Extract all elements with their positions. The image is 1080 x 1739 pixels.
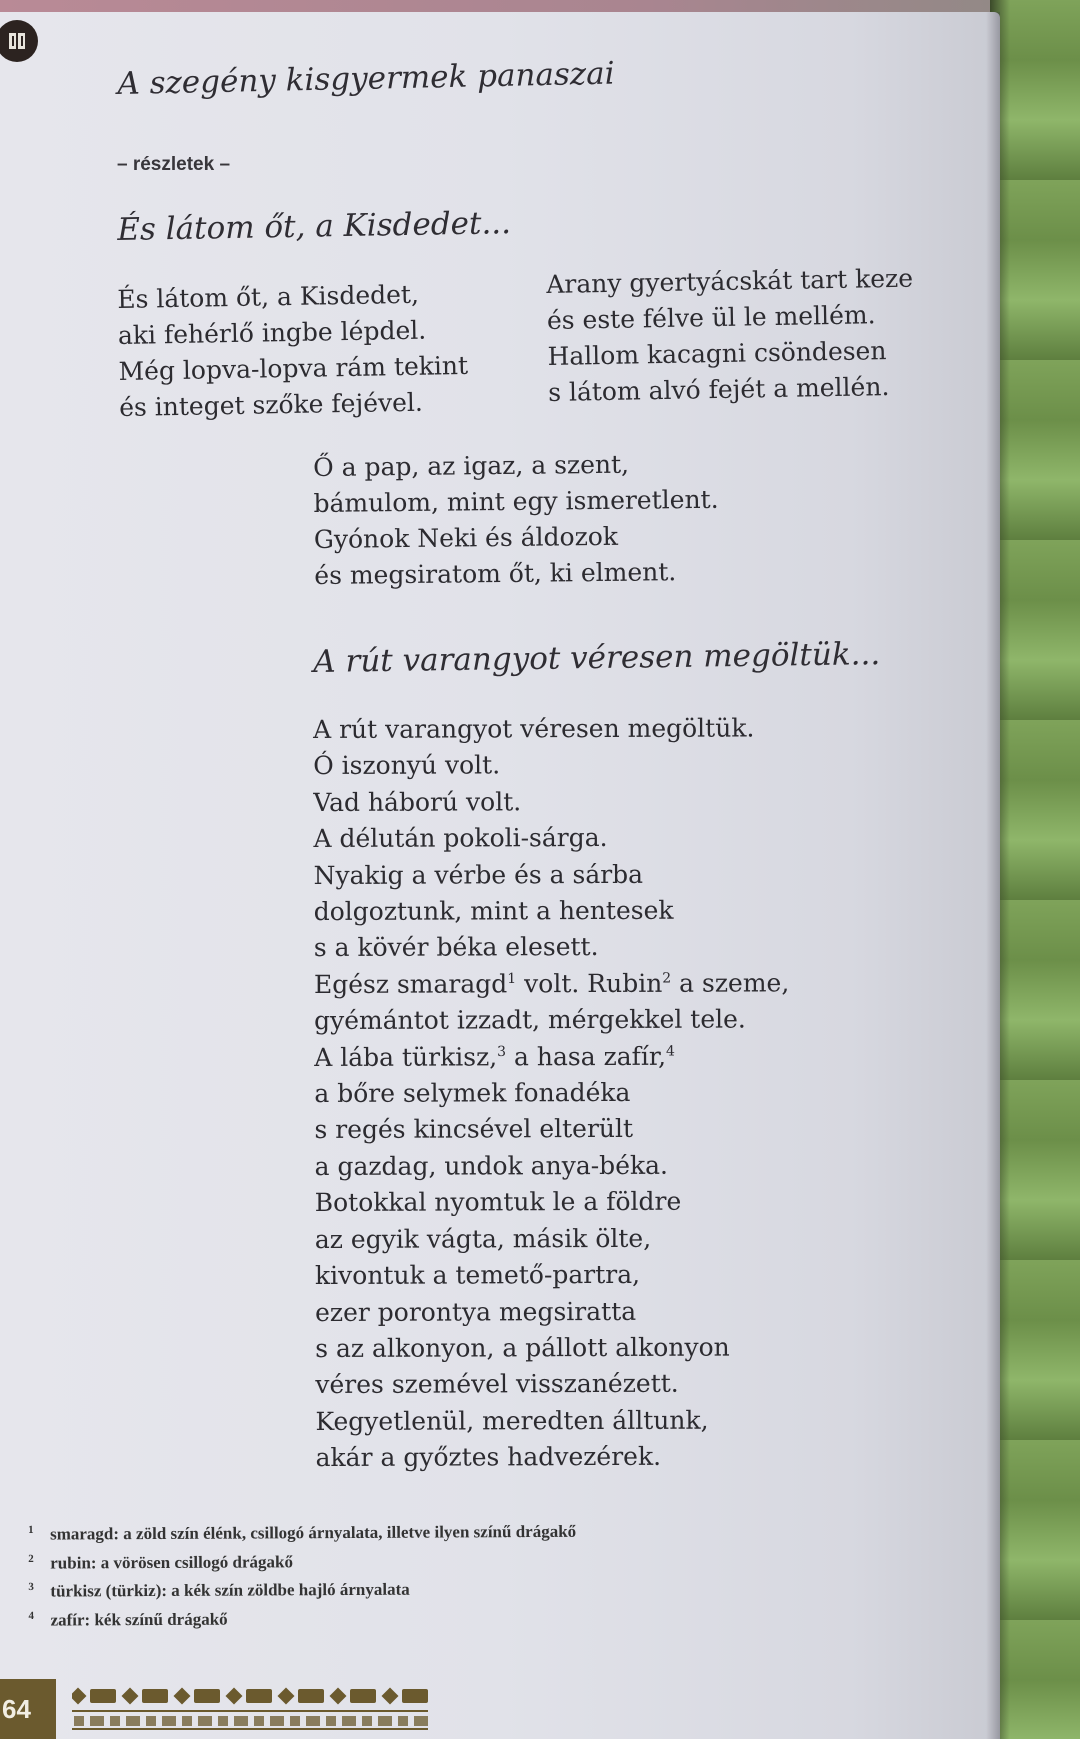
poem2-title: A rút varangyot véresen megöltük... <box>313 636 881 680</box>
footnote <box>28 1572 576 1604</box>
footnote-text: smaragd: a zöld szín élénk, csillogó árnyalata, illetve ilyen színű drágakő <box>50 1521 577 1544</box>
verse-line: Még lopva-lopva rám tekint <box>118 350 469 386</box>
footnote-ref: 3 <box>497 1043 507 1060</box>
page-subtitle: – részletek – <box>117 154 231 175</box>
footnote-text: türkisz (türkiz): a kék szín zöldbe hajló árnyalata <box>50 1579 410 1601</box>
footnote-ref: 4 <box>666 1043 675 1060</box>
poem2-body <box>313 710 791 1476</box>
verse-line: és megsiratom őt, ki elment. <box>314 557 677 590</box>
footnotes <box>28 1515 577 1632</box>
footnote <box>28 1544 576 1576</box>
verse-line: bámulom, mint egy ismeretlent. <box>313 484 719 518</box>
footnote-text: rubin: a vörösen csillogó drágakő <box>50 1551 294 1573</box>
verse-line: s regés kincsével elterült <box>314 1114 634 1145</box>
verse-line: Ó iszonyú volt. <box>313 750 501 781</box>
verse-line: s a kövér béka elesett. <box>313 932 599 963</box>
verse-line: kivontuk a temető-partra, <box>314 1259 641 1291</box>
verse-line: Kegyetlenül, meredten álltunk, <box>315 1405 709 1436</box>
verse-line: Hallom kacagni csöndesen <box>547 336 887 371</box>
poem1-stanza-right <box>546 261 915 411</box>
poem1-title: És látom őt, a Kisdedet... <box>117 205 512 248</box>
verse-text: a hasa zafír, <box>506 1041 667 1071</box>
footnote-number: 3 <box>28 1581 34 1594</box>
verse-text: Egész smaragd <box>313 969 508 999</box>
footnote <box>28 1515 576 1547</box>
verse-line: Nyakig a vérbe és a sárba <box>313 859 644 890</box>
verse-line: A rút varangyot véresen megöltük. <box>313 713 755 744</box>
verse-line: gyémántot izzadt, mérgekkel tele. <box>314 1004 746 1036</box>
verse-line: Ő a pap, az igaz, a szent, <box>313 449 630 482</box>
verse-line: a bőre selymek fonadéka <box>314 1077 631 1109</box>
verse-line: ezer porontya megsiratta <box>315 1296 637 1327</box>
page-title: A szegény kisgyermek panaszai <box>117 55 615 102</box>
verse-text: volt. Rubin <box>516 968 663 999</box>
verse-line: s látom alvó fejét a mellén. <box>547 372 890 407</box>
book-logo-glyph <box>3 27 31 55</box>
verse-line: és integet szőke fejével. <box>118 387 424 422</box>
verse-line: s az alkonyon, a pállott alkonyon <box>315 1332 730 1363</box>
verse-line: és este félve ül le mellém. <box>546 300 876 335</box>
book-cover-edge <box>990 0 1080 1739</box>
footnote-ref: 2 <box>662 970 672 987</box>
book-page <box>0 12 1000 1739</box>
verse-line: Gyónok Neki és áldozok <box>313 521 619 554</box>
verse-line: Botokkal nyomtuk le a földre <box>314 1186 682 1218</box>
page-curl-shadow <box>986 12 1000 1739</box>
poem1-stanza-left <box>117 276 469 426</box>
verse-line-footnoted <box>314 965 789 1003</box>
verse-text: A lába türkisz, <box>314 1042 498 1072</box>
page-number: 64 <box>0 1679 56 1739</box>
decorative-border-icon <box>72 1686 452 1732</box>
verse-line: Arany gyertyácskát tart keze <box>546 263 914 299</box>
verse-line: az egyik vágta, másik ölte, <box>314 1223 652 1254</box>
footnote-number: 2 <box>28 1552 34 1565</box>
verse-text: a szeme, <box>671 968 790 998</box>
footnote <box>28 1601 576 1633</box>
book-logo-icon <box>0 20 38 62</box>
verse-line: dolgoztunk, mint a hentesek <box>313 895 674 927</box>
verse-line: akár a győztes hadvezérek. <box>315 1441 662 1473</box>
footnote-ref: 1 <box>507 970 517 987</box>
verse-line: És látom őt, a Kisdedet, <box>117 279 420 314</box>
verse-line: a gazdag, undok anya-béka. <box>314 1150 669 1181</box>
poem1-stanza-center <box>313 446 720 594</box>
verse-line: aki fehérlő ingbe lépdel. <box>117 315 427 350</box>
verse-line-footnoted <box>314 1038 789 1076</box>
verse-line: véres szemével visszanézett. <box>315 1369 679 1400</box>
footnote-number: 4 <box>28 1609 35 1622</box>
footnote-text: zafír: kék színű drágakő <box>50 1609 228 1630</box>
footnote-number: 1 <box>28 1523 34 1536</box>
verse-line: A délután pokoli-sárga. <box>313 823 608 854</box>
verse-line: Vad háború volt. <box>313 787 522 817</box>
